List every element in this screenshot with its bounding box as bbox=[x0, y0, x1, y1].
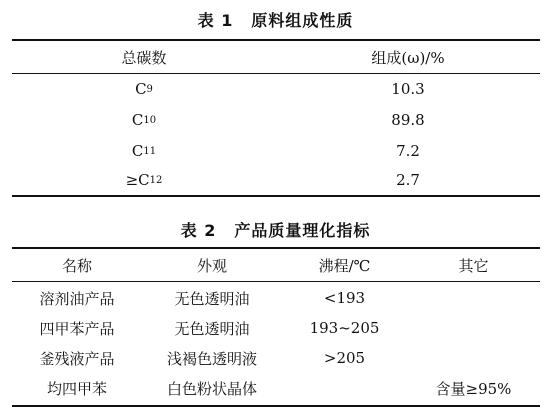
table1-row-2-value: 89.8 bbox=[391, 111, 425, 129]
table2-row-3-name: 釜残液产品 bbox=[39, 349, 115, 368]
table1-row-4-carbon: ≥ C 12 bbox=[125, 171, 163, 189]
table2-row-4-other: 含量≥95% bbox=[435, 379, 512, 398]
table2-row-3-boiling-range: >205 bbox=[323, 349, 366, 367]
table1-row-1-carbon: C 9 bbox=[135, 80, 153, 98]
table2-bottom-rule bbox=[12, 405, 540, 407]
table2-header-boiling-range: 沸程/℃ bbox=[318, 256, 371, 275]
table1-header-rule bbox=[12, 73, 540, 74]
table2-header-appearance: 外观 bbox=[196, 256, 227, 275]
table2-row-1-other bbox=[407, 285, 540, 311]
table1-bottom-rule bbox=[12, 195, 540, 197]
table2-row-4-boiling-range bbox=[282, 375, 407, 401]
table1-row-3-value: 7.2 bbox=[396, 142, 420, 160]
table2-title: 产品质量理化指标 bbox=[234, 221, 371, 240]
table1-row-2-carbon: C 10 bbox=[131, 111, 157, 129]
table2-header-other: 其它 bbox=[458, 256, 489, 275]
table2-top-rule bbox=[12, 247, 540, 249]
table2-caption bbox=[0, 218, 551, 241]
table1-header-total-carbon: 总碳数 bbox=[121, 48, 167, 67]
table2-header-name: 名称 bbox=[61, 256, 92, 275]
table2-number: 表 2 bbox=[180, 221, 217, 240]
table2-row-1-name: 溶剂油产品 bbox=[39, 289, 115, 308]
table2-row-2-boiling-range: 193~205 bbox=[309, 319, 380, 337]
table1-title: 原料组成性质 bbox=[251, 11, 354, 30]
table2-row-4-name: 均四甲苯 bbox=[46, 379, 107, 398]
table1-row-1-value: 10.3 bbox=[391, 80, 425, 98]
table1-number: 表 1 bbox=[197, 11, 234, 30]
table1-header-composition: 组成(ω)/% bbox=[371, 48, 445, 67]
table2-header-rule bbox=[12, 281, 540, 282]
table2-row-3-appearance: 浅褐色透明液 bbox=[166, 349, 257, 368]
table1-row-3-carbon: C 11 bbox=[131, 142, 157, 160]
table1-top-rule bbox=[12, 39, 540, 41]
table2-row-1-boiling-range: <193 bbox=[323, 289, 366, 307]
table2-row-4-appearance: 白色粉状晶体 bbox=[166, 379, 257, 398]
table1-caption bbox=[0, 8, 551, 31]
table1-row-4-value: 2.7 bbox=[396, 171, 420, 189]
table2-row-2-appearance: 无色透明油 bbox=[174, 319, 250, 338]
table2-row-3-other bbox=[407, 345, 540, 371]
table2-row-2-name: 四甲苯产品 bbox=[39, 319, 115, 338]
table2-row-1-appearance: 无色透明油 bbox=[174, 289, 250, 308]
table2-row-2-other bbox=[407, 315, 540, 341]
